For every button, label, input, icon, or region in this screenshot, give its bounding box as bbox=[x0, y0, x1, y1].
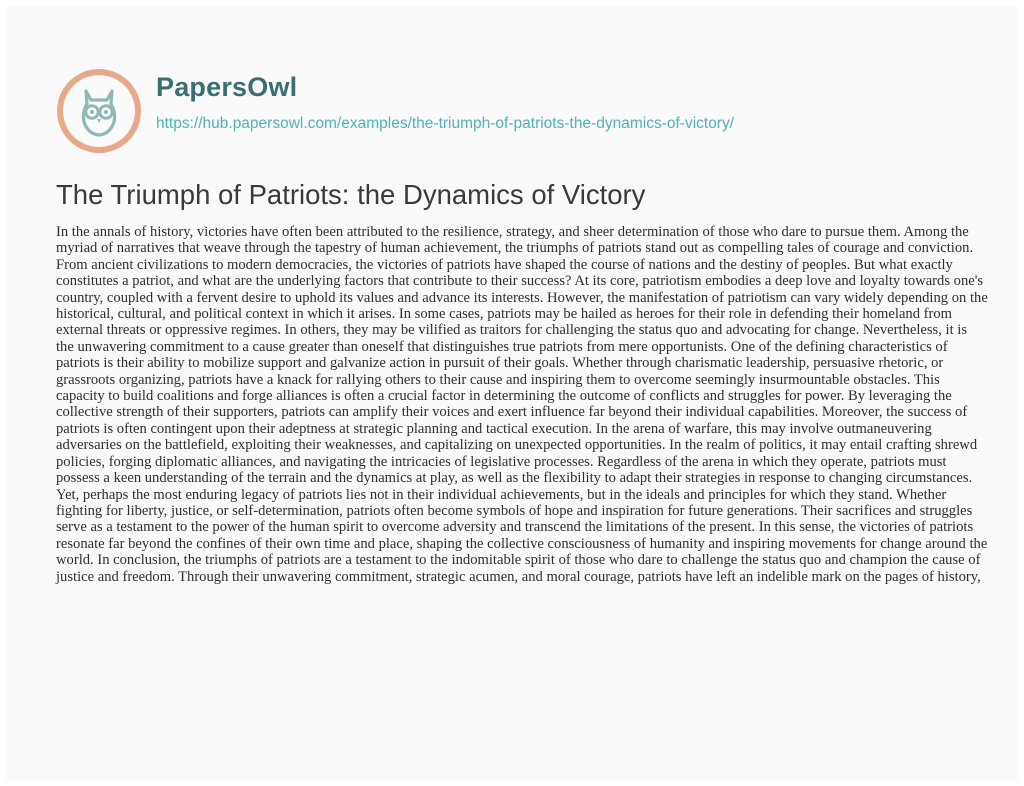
brand-block bbox=[156, 70, 734, 134]
site-header bbox=[56, 68, 734, 154]
source-url-link[interactable]: https://hub.papersowl.com/examples/the-triumph-of-patriots-the-dynamics-of-victory/ bbox=[156, 115, 735, 132]
article-body: In the annals of history, victories have often been attributed to the resilience, strategy, and sheer determination of those who dare to pursue them. Among the myriad of narratives that weave through the tapestry of human achievement, the triumphs of patriots stand out as compelling tales of courage and conviction. From ancient civilizations to modern democracies, the victories of patriots have shaped the course of nations and the destiny of peoples. But what exactly constitutes a patriot, and what are the underlying factors that contribute to their success? At its core, patriotism embodies a deep love and loyalty towards one's country, coupled with a fervent desire to uphold its values and advance its interests. However, the manifestation of patriotism can vary widely depending on the historical, cultural, and political context in which it arises. In some cases, patriots may be hailed as heroes for their role in defending their homeland from external threats or oppressive regimes. In others, they may be vilified as traitors for challenging the status quo and advocating for change. Nevertheless, it is the unwavering commitment to a cause greater than oneself that distinguishes true patriots from mere opportunists. One of the defining characteristics of patriots is their ability to mobilize support and galvanize action in pursuit of their goals. Whether through charismatic leadership, persuasive rhetoric, or grassroots organizing, patriots have a knack for rallying others to their cause and inspiring them to overcome seemingly insurmountable obstacles. This capacity to build coalitions and forge alliances is often a crucial factor in determining the outcome of conflicts and struggles for power. By leveraging the collective strength of their supporters, patriots can amplify their voices and exert influence far beyond their individual capabilities. Moreover, the success of patriots is often contingent upon their adeptness at strategic planning and tactical execution. In the arena of warfare, this may involve outmaneuvering adversaries on the battlefield, exploiting their weaknesses, and capitalizing on unexpected opportunities. In the realm of politics, it may entail crafting shrewd policies, forging diplomatic alliances, and navigating the intricacies of legislative processes. Regardless of the arena in which they operate, patriots must possess a keen understanding of the terrain and the dynamics at play, as well as the flexibility to adapt their strategies in response to changing circumstances. Yet, perhaps the most enduring legacy of patriots lies not in their individual achievements, but in the ideals and principles for which they stand. Whether fighting for liberty, justice, or self-determination, patriots often become symbols of hope and inspiration for future generations. Their sacrifices and struggles serve as a testament to the power of the human spirit to overcome adversity and transcend the limitations of the present. In this sense, the victories of patriots resonate far beyond the confines of their own time and place, shaping the collective consciousness of humanity and inspiring movements for change around the world. In conclusion, the triumphs of patriots are a testament to the indomitable spirit of those who dare to challenge the status quo and champion the cause of justice and freedom. Through their unwavering commitment, strategic acumen, and moral courage, patriots have left an indelible mark on the pages of history, bbox=[56, 224, 988, 585]
brand-name[interactable]: PapersOwl bbox=[156, 72, 298, 102]
page-frame bbox=[6, 6, 1018, 780]
page-title: The Triumph of Patriots: the Dynamics of Victory bbox=[56, 179, 646, 210]
owl-logo-icon bbox=[56, 68, 142, 154]
